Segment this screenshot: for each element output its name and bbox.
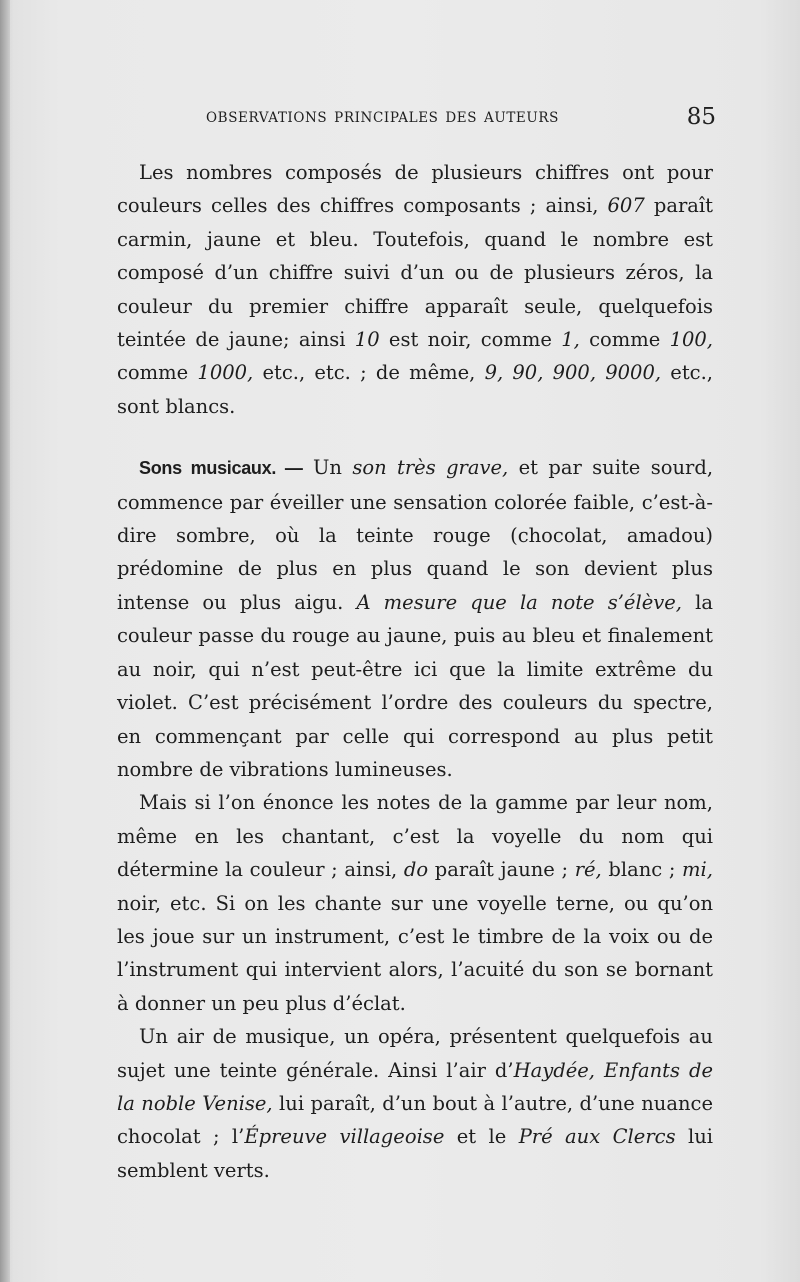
paragraph-musical-sounds (117, 451, 713, 786)
text-run: Un (302, 456, 353, 480)
text-run: Mais si l’on énonce les notes de la gamme par leur nom, même en les chantant, c’est la voyelle du nom qui détermine la couleur ; ainsi, (117, 791, 713, 882)
text-run: est noir, comme (379, 328, 562, 352)
text-run: la couleur passe du rouge au jaune, puis au bleu et finalement au noir, qui n’est peut-être ici que la limite extrême du violet. C’est précisément l’ordre des couleurs du spectre, en commençant par celle qui correspond au plus petit nombre de vibrations lumineuses. (117, 590, 713, 781)
italic-run: 10 (354, 328, 380, 352)
text-run: lui paraît, d’un bout à l’autre, d’une nuance chocolat ; l’ (117, 1091, 713, 1149)
italic-run: 1, (561, 328, 580, 352)
italic-run: do (403, 858, 429, 882)
italic-run: ré, (574, 858, 602, 882)
text-run: Un air de musique, un opéra, présentent quelquefois au sujet une teinte générale. Ainsi l’air d’ (117, 1025, 713, 1082)
text-run: et par suite sourd, commence par éveiller une sensation colorée faible, c’est-à-dire sombre, où la teinte rouge (chocolat, amadou) prédomine de plus en plus quand le son devient plus intense ou plus aigu. (117, 456, 714, 614)
page-number: 85 (686, 104, 716, 130)
text-run: blanc ; (601, 858, 683, 882)
italic-run: 100, (669, 328, 713, 352)
italic-run: son très grave, (352, 456, 509, 480)
text-run: etc., sont blancs. (117, 361, 713, 418)
paragraph-numbers (117, 156, 713, 423)
text-run: lui semblent verts. (117, 1125, 713, 1182)
running-header (206, 104, 716, 134)
running-header-title: OBSERVATIONS PRINCIPALES DES AUTEURS (206, 110, 559, 126)
italic-run: Haydée, Enfants de la noble Venise, (117, 1058, 713, 1115)
text-run: paraît jaune ; (428, 858, 575, 882)
italic-run: Pré aux Clercs (518, 1125, 676, 1149)
italic-run: mi, (682, 858, 713, 882)
italic-run: 1000, (197, 361, 254, 385)
section-heading: Sons musicaux. — (139, 458, 303, 479)
paragraph-opera (117, 1020, 713, 1187)
italic-run: A mesure que la note s’élève, (356, 590, 682, 614)
italic-run: Épreuve villageoise (244, 1125, 445, 1149)
italic-run: 607 (607, 194, 645, 218)
body-text (117, 156, 713, 1187)
text-run: noir, etc. Si on les chante sur une voyelle terne, ou qu’on les joue sur un instrument, c’est le timbre de la voix ou de l’instrument qui intervient alors, l’acuité du son se bornant à donner un peu plus d’éclat. (117, 891, 713, 1015)
text-run: Les nombres composés de plusieurs chiffres ont pour couleurs celles des chiffres composants ; ainsi, (117, 161, 713, 218)
text-run: comme (117, 361, 198, 385)
italic-run: 9, 90, 900, 9000, (484, 361, 662, 385)
text-run: comme (579, 328, 670, 352)
text-run: paraît carmin, jaune et bleu. Toutefois, quand le nombre est composé d’un chiffre suivi d’un ou de plusieurs zéros, la couleur du premier chiffre apparaît seule, quelquefois teintée de jaune; ainsi (117, 194, 713, 352)
text-run: etc., etc. ; de même, (253, 361, 485, 385)
paragraph-note-names (117, 786, 713, 1020)
page-gutter-shadow (0, 0, 10, 1282)
text-run: et le (444, 1125, 519, 1149)
